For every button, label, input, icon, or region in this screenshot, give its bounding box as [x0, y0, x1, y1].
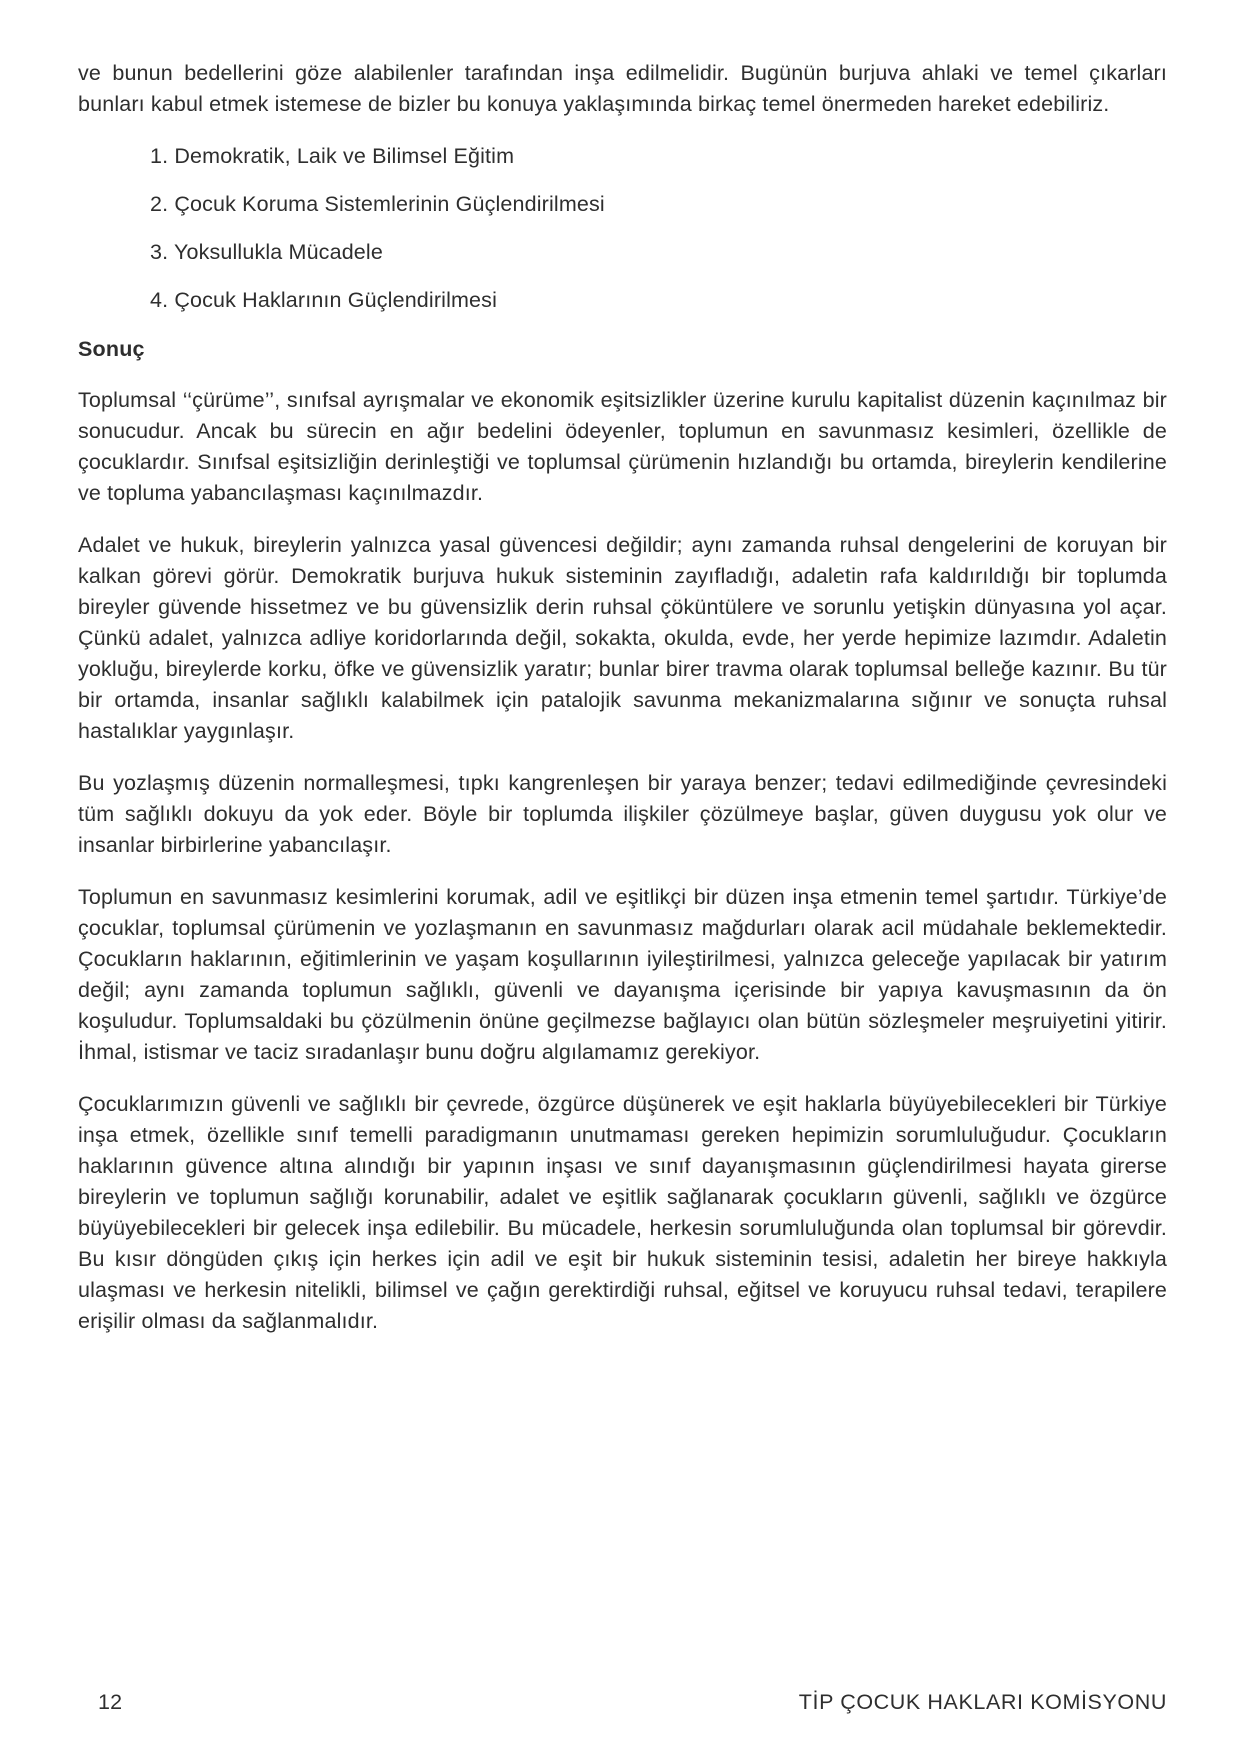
intro-paragraph: ve bunun bedellerini göze alabilenler tarafından inşa edilmelidir. Bugünün burjuva ahlaki ve temel çıkarları bunları kabul etmek istemese de bizler bu konuya yaklaşımında birkaç temel önermeden hareket edebiliriz.	[78, 61, 1167, 116]
page-number: 12	[98, 1690, 123, 1714]
body-paragraph: Toplumsal ‘‘çürüme’’, sınıfsal ayrışmalar ve ekonomik eşitsizlikler üzerine kurulu kapitalist düzenin kaçınılmaz bir sonucudur. Ancak bu sürecin en ağır bedelini ödeyenler, toplumun en savunmasız kesimleri, özellikle de çocuklardır. Sınıfsal eşitsizliğin derinleştiği ve toplumsal çürümenin hızlandığı bu ortamda, bireylerin kendilerine ve topluma yabancılaşması kaçınılmazdır.	[78, 388, 1167, 505]
page-footer	[78, 1688, 1167, 1716]
list-item: 4. Çocuk Haklarının Güçlendirilmesi	[150, 288, 497, 312]
list-item: 1. Demokratik, Laik ve Bilimsel Eğitim	[150, 144, 515, 168]
body-paragraph: Bu yozlaşmış düzenin normalleşmesi, tıpkı kangrenleşen bir yaraya benzer; tedavi edilmediğinde çevresindeki tüm sağlıklı dokuyu da yok eder. Böyle bir toplumda ilişkiler çözülmeye başlar, güven duygusu yok olur ve insanlar birbirlerine yabancılaşır.	[78, 771, 1167, 857]
list-item: 2. Çocuk Koruma Sistemlerinin Güçlendirilmesi	[150, 192, 605, 216]
document-content	[78, 58, 1167, 1358]
section-heading: Sonuç	[78, 337, 145, 361]
footer-title: TİP ÇOCUK HAKLARI KOMİSYONU	[798, 1690, 1167, 1714]
body-paragraph: Toplumun en savunmasız kesimlerini korumak, adil ve eşitlikçi bir düzen inşa etmenin temel şartıdır. Türkiye’de çocuklar, toplumsal çürümenin ve yozlaşmanın en savunmasız mağdurları olarak acil müdahale beklemektedir. Çocukların haklarının, eğitimlerinin ve yaşam koşullarının iyileştirilmesi, yalnızca geleceğe yapılacak bir yatırım değil; aynı zamanda toplumun sağlıklı, güvenli ve dayanışma içerisinde bir yapıya kavuşmasının da ön koşuludur. Toplumsaldaki bu çözülmenin önüne geçilmezse bağlayıcı olan bütün sözleşmeler meşruiyetini yitirir. İhmal, istismar ve taciz sıradanlaşır bunu doğru algılamamız gerekiyor.	[78, 885, 1167, 1064]
body-paragraph: Adalet ve hukuk, bireylerin yalnızca yasal güvencesi değildir; aynı zamanda ruhsal dengelerini de koruyan bir kalkan görevi görür. Demokratik burjuva hukuk sisteminin zayıfladığı, adaletin rafa kaldırıldığı bir toplumda bireyler güvende hissetmez ve bu güvensizlik derin ruhsal çöküntülere ve sorunlu yetişkin dünyasına yol açar. Çünkü adalet, yalnızca adliye koridorlarında değil, sokakta, okulda, evde, her yerde hepimize lazımdır. Adaletin yokluğu, bireylerde korku, öfke ve güvensizlik yaratır; bunlar birer travma olarak toplumsal belleğe kazınır. Bu tür bir ortamda, insanlar sağlıklı kalabilmek için patalojik savunma mekanizmalarına sığınır ve sonuçta ruhsal hastalıklar yaygınlaşır.	[78, 533, 1167, 743]
list-item: 3. Yoksullukla Mücadele	[150, 240, 383, 264]
numbered-list	[78, 141, 1167, 316]
body-paragraph: Çocuklarımızın güvenli ve sağlıklı bir çevrede, özgürce düşünerek ve eşit haklarla büyüyebilecekleri bir Türkiye inşa etmek, özellikle sınıf temelli paradigmanın unutmaması gereken hepimizin sorumluluğudur. Çocukların haklarının güvence altına alındığı bir yapının inşası ve sınıf dayanışmasının güçlendirilmesi hayata girerse bireylerin ve toplumun sağlığı korunabilir, adalet ve eşitlik sağlanarak çocukların güvenli, sağlıklı ve özgürce büyüyebilecekleri bir gelecek inşa edilebilir. Bu mücadele, herkesin sorumluluğunda olan toplumsal bir görevdir. Bu kısır döngüden çıkış için herkes için adil ve eşit bir hukuk sisteminin tesisi, adaletin her bireye hakkıyla ulaşması ve herkesin nitelikli, bilimsel ve çağın gerektirdiği ruhsal, eğitsel ve koruyucu ruhsal tedavi, terapilere erişilir olması da sağlanmalıdır.	[78, 1092, 1167, 1333]
